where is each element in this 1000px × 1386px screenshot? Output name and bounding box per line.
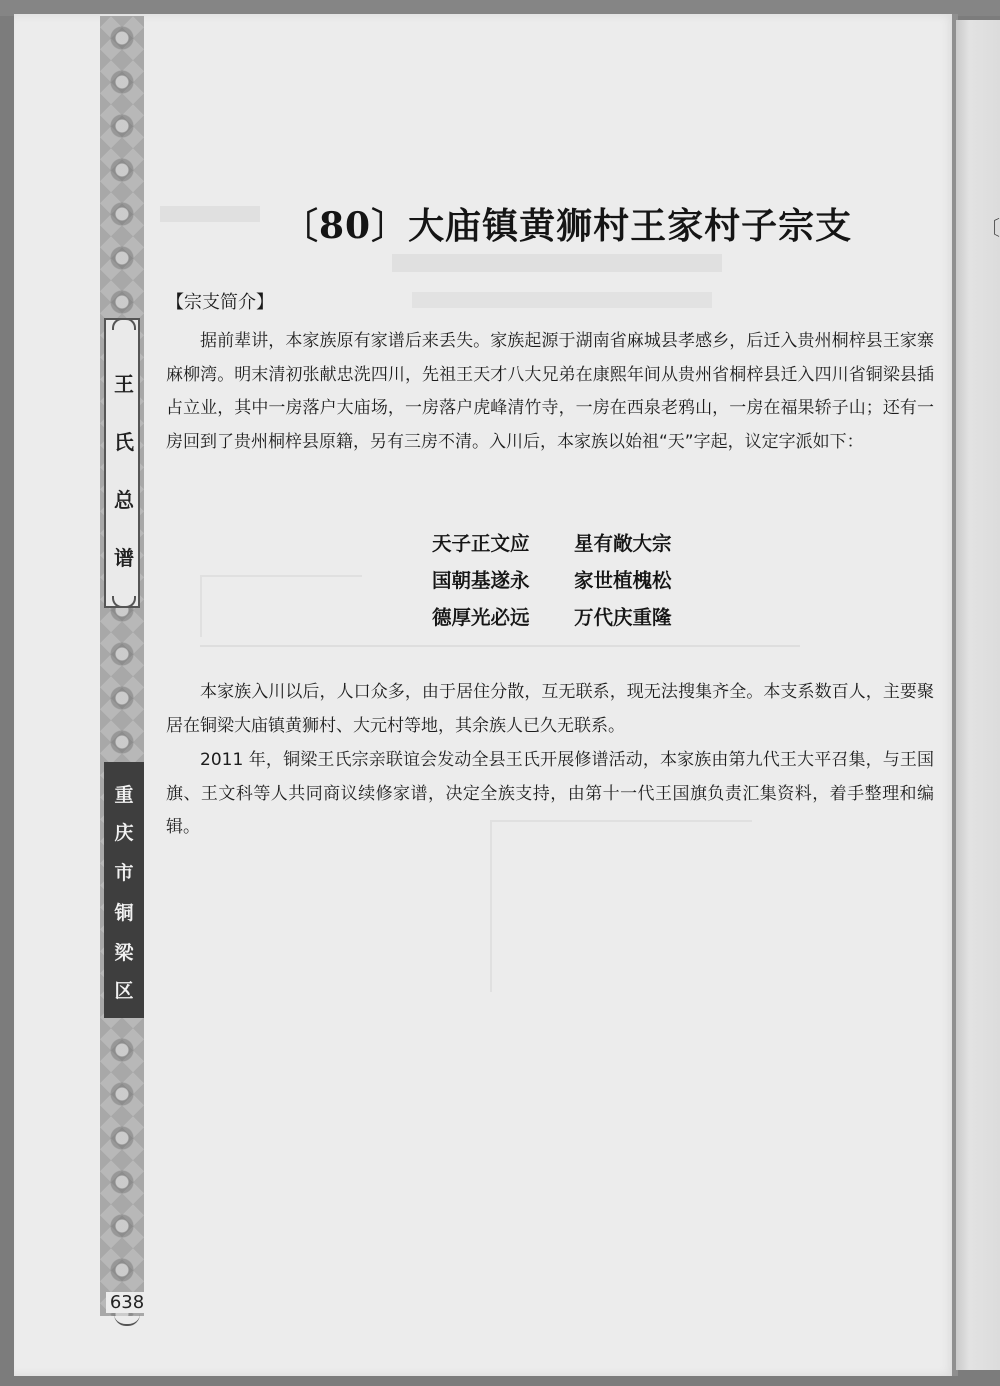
poem-line: [432, 528, 732, 565]
population-paragraph: 本家族入川以后，人口众多，由于居住分散，互无联系，现无法搜集齐全。本支系数百人，主要聚居在铜梁大庙镇黄狮村、大元村等地，其余族人已久无联系。: [166, 682, 934, 736]
poem-right: 万代庆重隆: [574, 606, 672, 629]
poem-right: 星有敞大宗: [574, 532, 672, 555]
page-number: 638: [106, 1292, 148, 1313]
bleed-through: [200, 575, 362, 637]
bleed-through: [200, 645, 800, 647]
book-title-char: 总: [114, 488, 134, 512]
region-label: [104, 762, 144, 1018]
region-char: 市: [114, 862, 134, 884]
poem-left: 德厚光必远: [432, 606, 530, 629]
bleed-through: [412, 292, 712, 308]
poem-line: [432, 565, 732, 602]
book-title-char: 王: [114, 372, 134, 396]
intro-paragraph: 据前辈讲，本家族原有家谱后来丢失。家族起源于湖南省麻城县孝感乡，后迁入贵州桐梓县王家寨麻柳湾。明末清初张献忠洗四川，先祖王天才八大兄弟在康熙年间从贵州省桐梓县迁入四川省铜梁县插占立业，其中一房落户大庙场，一房落户虎峰清竹寺，一房在西泉老鸦山，一房在福果轿子山；还有一房回到了贵州桐梓县原籍，另有三房不清。入川后，本家族以始祖“天”字起，议定字派如下：: [166, 331, 934, 452]
book-title-label: [104, 318, 140, 608]
bleed-through: [160, 206, 260, 222]
poem-left: 天子正文应: [432, 532, 530, 555]
region-char: 庆: [114, 822, 134, 844]
region-char: 区: [114, 980, 134, 1002]
region-char: 铜: [114, 902, 134, 924]
region-char: 重: [114, 784, 134, 806]
section-heading: 【宗支简介】: [166, 292, 274, 313]
poem-left: 国朝基遂永: [432, 569, 530, 592]
decorative-border: [100, 16, 144, 1316]
bleed-through: [490, 820, 752, 992]
generation-poem: [432, 528, 732, 639]
region-char: 梁: [114, 942, 134, 964]
poem-right: 家世植槐松: [574, 569, 672, 592]
page-title: 〔80〕大庙镇黄狮村王家村子宗支: [282, 205, 853, 247]
book-title-char: 谱: [114, 546, 134, 570]
book-title-char: 氏: [114, 430, 134, 454]
poem-line: [432, 602, 732, 639]
compilation-paragraph: 2011 年，铜梁王氏宗亲联谊会发动全县王氏开展修谱活动，本家族由第九代王大平召集，与王国旗、王文科等人共同商议续修家谱，决定全族支持，由第十一代王国旗负责汇集资料，着手整理和编辑。: [166, 750, 934, 838]
next-page-mark: 〔: [980, 216, 1000, 240]
